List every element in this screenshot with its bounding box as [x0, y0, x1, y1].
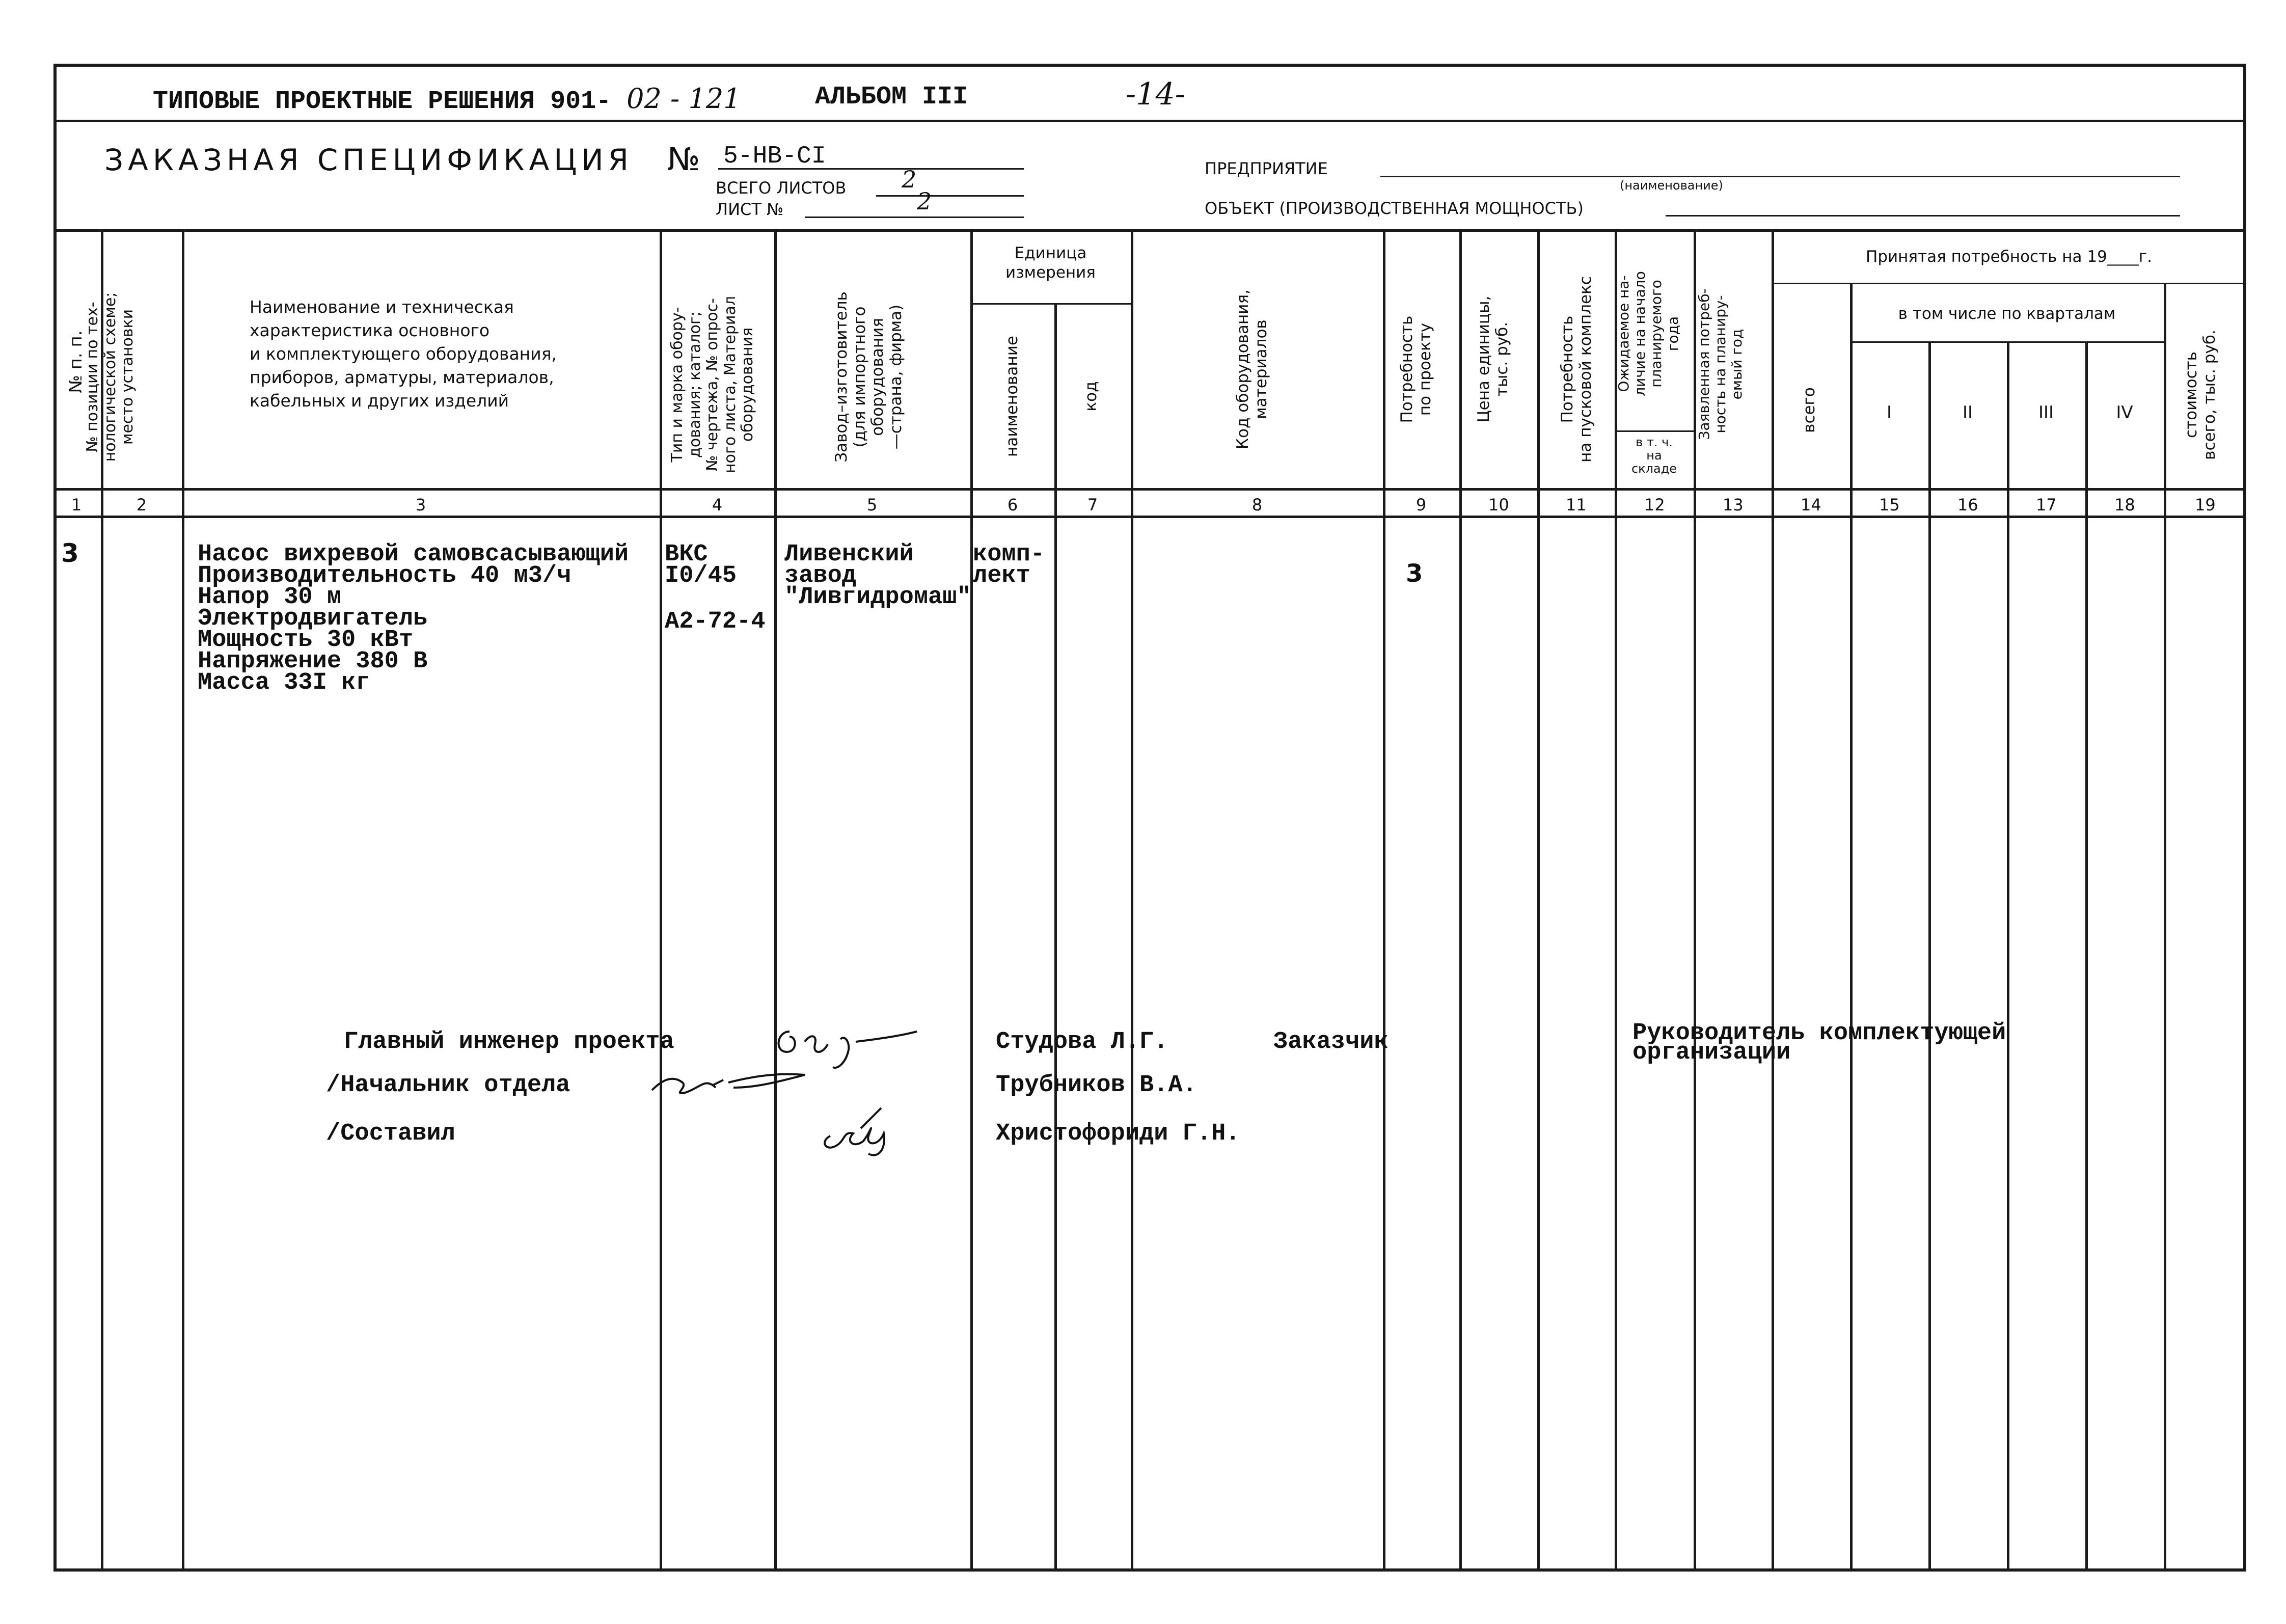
department-head-name: Трубников В.А. [996, 1072, 1197, 1099]
col-line-7 [1131, 229, 1133, 1572]
colnum-1: 1 [71, 495, 82, 515]
col-line-15 [1928, 341, 1931, 1572]
total-sheets-value: 2 [902, 166, 917, 193]
object-label: ОБЪЕКТ (ПРОИЗВОДСТВЕННАЯ МОЩНОСТЬ) [1205, 199, 1584, 218]
header-unit-group: Единица измерения [1005, 244, 1096, 282]
accepted-group-divider [1772, 283, 2246, 284]
header-col-14: всего [1800, 387, 1818, 433]
row-type-motor: А2-72-4 [665, 608, 766, 635]
colnum-5: 5 [866, 495, 878, 515]
sheet-number-label: ЛИСТ № [716, 200, 784, 219]
header-col-11: Потребность на пусковой комплекс [1558, 276, 1595, 463]
header-q1: I [1886, 402, 1892, 423]
sheet-number-value: 2 [917, 187, 932, 215]
col-line-16 [2007, 341, 2009, 1572]
colnum-15: 15 [1879, 495, 1900, 515]
header-col-6: наименование [1003, 336, 1021, 457]
row-quantity: 3 [1406, 559, 1423, 588]
header-col-12-top: Ожидаемое на- личие на начало планируемого года [1615, 271, 1681, 396]
row-unit: комп- лект [973, 541, 1045, 589]
colnum-13: 13 [1723, 495, 1744, 515]
col-line-6 [1054, 303, 1057, 1572]
page-number: -14- [1126, 76, 1185, 112]
colnum-row-top [53, 488, 2246, 491]
colnum-17: 17 [2036, 495, 2057, 515]
header-quarter-group: в том числе по кварталам [1898, 305, 2116, 323]
colnum-16: 16 [1957, 495, 1978, 515]
header-col-10: Цена единицы, тыс. руб. [1475, 295, 1511, 423]
chief-engineer-label: Главный инженер проекта [344, 1028, 674, 1055]
compiler-name: Христофориди Г.Н. [996, 1120, 1240, 1147]
col-line-5 [970, 229, 973, 1572]
series-label: ТИПОВЫЕ ПРОЕКТНЫЕ РЕШЕНИЯ 901- [153, 87, 612, 116]
colnum-8: 8 [1251, 495, 1263, 515]
series-handwritten: 02 - 121 [627, 83, 741, 115]
header-q3: III [2038, 402, 2054, 423]
col-line-14 [1850, 283, 1853, 1572]
colnum-7: 7 [1087, 495, 1098, 515]
header-divider [53, 120, 2246, 122]
header-q2: II [1962, 402, 1973, 423]
col-line-4 [774, 229, 777, 1572]
colnum-6: 6 [1007, 495, 1018, 515]
header-col-9: Потребность по проекту [1398, 315, 1434, 423]
colnum-10: 10 [1488, 495, 1509, 515]
spec-number-underline [718, 168, 1024, 170]
colnum-3: 3 [415, 495, 426, 515]
header-col-1: № п. п. [66, 330, 86, 393]
col-line-10 [1537, 229, 1540, 1572]
stock-subdivider [1615, 430, 1694, 432]
handwritten-signatures [637, 1014, 983, 1167]
header-col-8: Код оборудования, материалов [1234, 289, 1270, 449]
spec-number-value: 5-НВ-СI [723, 143, 826, 170]
colnum-12: 12 [1644, 495, 1665, 515]
object-underline [1666, 215, 2180, 216]
row-type: ВКС I0/45 [665, 541, 737, 589]
row-manufacturer: Ливенский завод "Ливгидромаш" [784, 541, 971, 611]
enterprise-label: ПРЕДПРИЯТИЕ [1205, 159, 1328, 178]
header-col-13: Заявленная потреб- ность на планиру- емый год [1696, 288, 1746, 440]
colnum-2: 2 [136, 495, 147, 515]
enterprise-underline [1380, 176, 2180, 177]
quarter-group-divider [1850, 341, 2164, 343]
compiler-label: /Составил [326, 1120, 455, 1147]
col-line-18 [2164, 283, 2166, 1572]
header-col-5: Завод–изготовитель (для импортного оборудования —страна, фирма) [832, 291, 905, 463]
total-sheets-underline [876, 195, 1024, 197]
colnum-9: 9 [1416, 495, 1427, 515]
colnum-18: 18 [2114, 495, 2135, 515]
supplier-label: Руководитель комплектующей организации [1632, 1020, 2006, 1066]
row-index: 3 [61, 538, 79, 568]
header-col-19: стоимость всего, тыс. руб. [2182, 330, 2219, 460]
total-sheets-label: ВСЕГО ЛИСТОВ [716, 178, 847, 198]
col-line-9 [1459, 229, 1462, 1572]
form-frame [53, 64, 2246, 1572]
naming-note: (наименование) [1620, 178, 1723, 193]
colnum-row-bottom [53, 516, 2246, 518]
unit-group-divider [970, 303, 1131, 305]
department-head-label: /Начальник отдела [326, 1072, 570, 1099]
col-line-8 [1383, 229, 1385, 1572]
colnum-11: 11 [1566, 495, 1587, 515]
col-line-3 [660, 229, 662, 1572]
header-col-2: № позиции по тех- нологической схеме; место установки [84, 292, 137, 462]
customer-label: Заказчик [1273, 1028, 1389, 1055]
album-label: АЛЬБОМ III [815, 83, 968, 112]
document-title: ЗАКАЗНАЯ СПЕЦИФИКАЦИЯ [104, 143, 633, 177]
header-col-3: Наименование и техническая характеристика основного и комплектующего оборудования, приборов, арматуры, материалов, кабельных и других изделий [250, 297, 557, 411]
chief-engineer-name: Студова Л.Г. [996, 1028, 1168, 1055]
header-accepted-group: Принятая потребность на 19____г. [1866, 248, 2152, 266]
col-line-2 [182, 229, 184, 1572]
colnum-4: 4 [712, 495, 723, 515]
row-name: Насос вихревой самовсасывающий Производительность 40 м3/ч Напор 30 м Электродвигатель Мощность 30 кВт Напряжение 380 В Масса 33I кг [198, 541, 629, 696]
header-q4: IV [2116, 402, 2133, 423]
colnum-19: 19 [2195, 495, 2216, 515]
table-top-border [53, 229, 2246, 232]
col-line-17 [2085, 341, 2088, 1572]
header-col-7: код [1082, 381, 1100, 412]
header-col-12-bottom: в т. ч. на складе [1631, 435, 1677, 476]
header-col-4: Тип и марка обору- дования; каталог; № чертежа, № опрос- ного листа, Материал оборудования [668, 295, 756, 474]
colnum-14: 14 [1801, 495, 1821, 515]
sheet-number-underline [805, 216, 1024, 218]
spec-number-label: № [667, 141, 700, 178]
